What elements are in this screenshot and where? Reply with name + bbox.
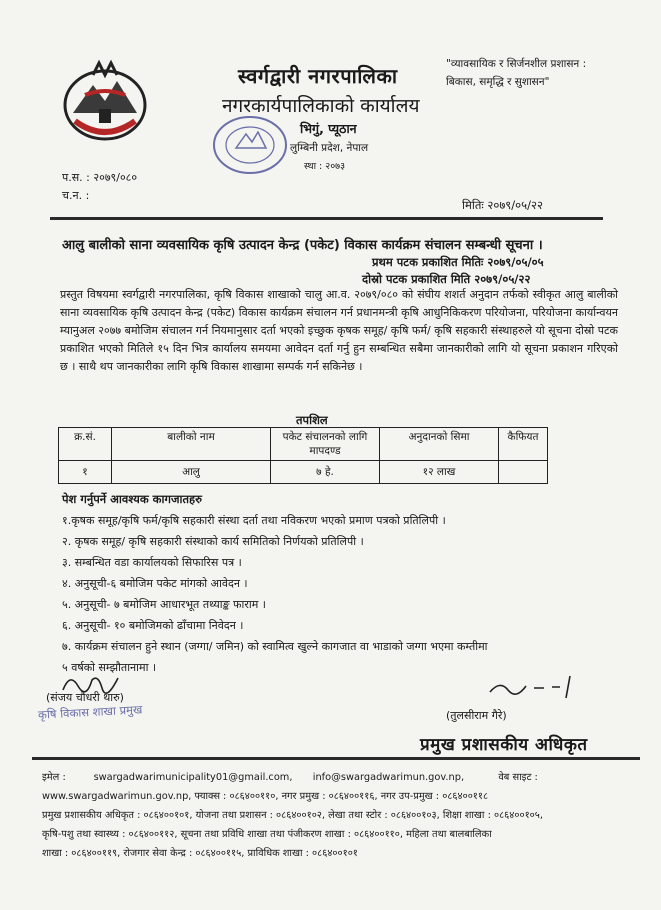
org-name: स्वर्गद्वारी नगरपालिका bbox=[238, 64, 398, 88]
cell-pocket-criteria: ७ हे. bbox=[271, 461, 380, 484]
list-item: ७. कार्यक्रम संचालन हुने स्थान (जग्गा/ जमिन) को स्वामित्व खुल्ने कागजात वा भाडाको जग्गा भएमा कम्तीमा bbox=[62, 640, 488, 653]
col-subsidy-limit: अनुदानको सिमा bbox=[380, 428, 499, 461]
notice-title: आलु बालीको साना व्यवसायिक कृषि उत्पादन केन्द्र (पकेट) विकास कार्यक्रम संचालन सम्बन्धी सूचना । bbox=[62, 238, 543, 253]
footer-row-3 bbox=[42, 806, 632, 825]
right-signatory-title: प्रमुख प्रशासकीय अधिकृत bbox=[420, 735, 588, 755]
col-remarks: कैफियत bbox=[499, 428, 548, 461]
table-caption: तपशिल bbox=[296, 413, 328, 427]
program-table bbox=[58, 427, 548, 484]
slogan-line-2: बिकास, समृद्धि र सुशासन" bbox=[446, 76, 550, 88]
women-children-phone: शाखा : ०८६४००११९, bbox=[42, 848, 121, 859]
cell-serial: १ bbox=[59, 461, 112, 484]
address-line-1: भिगुं, प्यूठान bbox=[300, 121, 357, 136]
cao-phone: प्रमुख प्रशासकीय अधिकृत : ०८६४००१०१, bbox=[42, 810, 193, 821]
technical-phone: प्राविधिक शाखा : ०८६४००१०१ bbox=[247, 848, 358, 859]
left-signatory-name: (संजय चौधरी थारु) bbox=[46, 691, 124, 704]
address-line-2: लुम्बिनी प्रदेश, नेपाल bbox=[290, 142, 369, 154]
email-label: इमेल bbox=[42, 772, 60, 783]
list-item: २. कृषक समूह/ कृषि सहकारी संस्थाको कार्य समितिको निर्णयको प्रतिलिपी । bbox=[62, 535, 364, 548]
email-address-1[interactable]: swargadwarimunicipality01@gmail.com, bbox=[93, 772, 293, 783]
footer-row-5 bbox=[42, 844, 632, 863]
footer-row-4 bbox=[42, 825, 632, 844]
documents-heading: पेश गर्नुपर्ने आवश्यक कागजातहरु bbox=[62, 492, 203, 506]
website-label: वेब साइट : bbox=[498, 772, 538, 783]
fax-number: फ्याक्स : ०८६४००११०, bbox=[194, 791, 279, 802]
cell-subsidy-limit: १२ लाख bbox=[380, 461, 499, 484]
col-serial: क्र.सं. bbox=[59, 428, 112, 461]
email-address-2[interactable]: info@swargadwarimun.gov.np, bbox=[312, 772, 465, 783]
planning-phone: योजना तथा प्रशासन : ०८६४००१०२, bbox=[195, 810, 325, 821]
documents-list bbox=[62, 510, 488, 678]
website-link[interactable]: www.swargadwarimun.gov.np, bbox=[42, 791, 192, 802]
col-crop-name: बालीको नाम bbox=[112, 428, 271, 461]
dispatch-number: च.न. : bbox=[62, 189, 90, 202]
list-item: १.कृषक समूह/कृषि फर्म/कृषि सहकारी संस्था दर्ता तथा नविकरण भएको प्रमाण पत्रको प्रतिलिपी । bbox=[62, 514, 446, 527]
table-header-row bbox=[59, 428, 548, 461]
list-item: ५. अनुसूची- ७ बमोजिम आधारभूत तथ्याङ्क फाराम । bbox=[62, 598, 266, 611]
notice-body: प्रस्तुत विषयमा स्वर्गद्वारी नगरपालिका, कृषि विकास शाखाको चालु आ.व. २०७९/०८० को संघीय शशर्त अनुदान तर्फको स्वीकृत आलु बालीको साना व्यवसायिक कृषि उत्पादन केन्द्र (पकेट) विकास कार्यक्रम संचालन गर्न प्रधानमन्त्री कृषि आधुनिकिकरण परियोजना, परियोजना कार्यान्वयन म्यानुअल २०७७ बमोजिम संचालन गर्न नियमानुसार दर्ता भएको इच्छुक कृषक समूह/ कृषि फर्म/ कृषि सहकारी संस्थाहरुले यो सूचना दोस्रो पटक प्रकाशित भएको मितिले १५ दिन भित्र कार्यालय समयमा आवेदन दर्ता गर्नु हुन सम्बन्धित सबैमा जानकारीको लागि यो सूचना प्रकाशन गरिएको छ । साथै थप जानकारीका लागि कृषि विकास शाखामा सम्पर्क गर्न सकिनेछ । bbox=[60, 288, 618, 373]
footer-divider bbox=[32, 757, 640, 760]
nepal-emblem-icon bbox=[55, 55, 155, 150]
list-item: ६. अनुसूची- १० बमोजिमको ढाँचामा निवेदन । bbox=[62, 619, 244, 632]
education-phone: शिक्षा शाखा : ०८६४००१०५, bbox=[442, 810, 543, 821]
established-year: स्था : २०७३ bbox=[304, 161, 346, 172]
list-item: ५ वर्षको सम्झौतानामा । bbox=[62, 661, 157, 674]
contact-footer bbox=[42, 768, 632, 863]
table-row bbox=[59, 461, 548, 484]
letter-date: मितिः २०७९/०५/२२ bbox=[462, 198, 543, 212]
left-signatory-stamp: कृषि विकास शाखा प्रमुख bbox=[37, 702, 143, 722]
employment-phone: रोजगार सेवा केन्द्र : ०८६४००११५, bbox=[123, 848, 245, 859]
agriculture-phone: कृषि-पशु तथा स्वास्थ्य : ०८६४००११२, bbox=[42, 829, 178, 840]
slogan bbox=[446, 55, 636, 91]
footer-row-email: इमेल : swargadwarimunicipality01@gmail.com, info@swargadwarimun.gov.np, वेब साइट : bbox=[42, 772, 538, 783]
footer-row-2 bbox=[42, 787, 632, 806]
first-published-date: प्रथम पटक प्रकाशित मितिः २०७९/०५/०५ bbox=[372, 255, 544, 269]
cell-crop-name: आलु bbox=[112, 461, 271, 484]
accounts-phone: लेखा तथा स्टोर : ०८६४००१०३, bbox=[328, 810, 440, 821]
right-signatory-name: (तुलसीराम गैरे) bbox=[446, 709, 507, 722]
office-seal-icon bbox=[210, 112, 290, 178]
it-phone: सूचना तथा प्रविधि शाखा तथा पंजीकरण शाखा : ०८६४००११०, bbox=[180, 829, 403, 840]
mayor-phone: नगर प्रमुख : ०८६४००११६, bbox=[281, 791, 378, 802]
list-item: ४. अनुसूची-६ बमोजिम पकेट मांगको आवेदन । bbox=[62, 577, 248, 590]
deputy-mayor-phone: नगर उप-प्रमुख : ०८६४००११८ bbox=[380, 791, 489, 802]
slogan-line-1: "व्यावसायिक र सिर्जनशील प्रशासन : bbox=[446, 58, 587, 70]
cell-remarks bbox=[499, 461, 548, 484]
col-pocket-criteria: पकेट संचालनको लागि मापदण्ड bbox=[271, 428, 380, 461]
header-divider bbox=[50, 217, 603, 220]
right-signature-icon bbox=[486, 672, 576, 702]
office-name: नगरकार्यपालिकाको कार्यालय bbox=[222, 95, 420, 117]
list-item: ३. सम्बन्धित वडा कार्यालयको सिफारिस पत्र । bbox=[62, 556, 242, 569]
reference-number: प.स. : २०७९/०८० bbox=[62, 171, 138, 184]
second-published-date: दोस्रो पटक प्रकाशित मिति २०७९/०५/२२ bbox=[362, 272, 531, 286]
women-children-label: महिला तथा बालबालिका bbox=[406, 829, 492, 840]
